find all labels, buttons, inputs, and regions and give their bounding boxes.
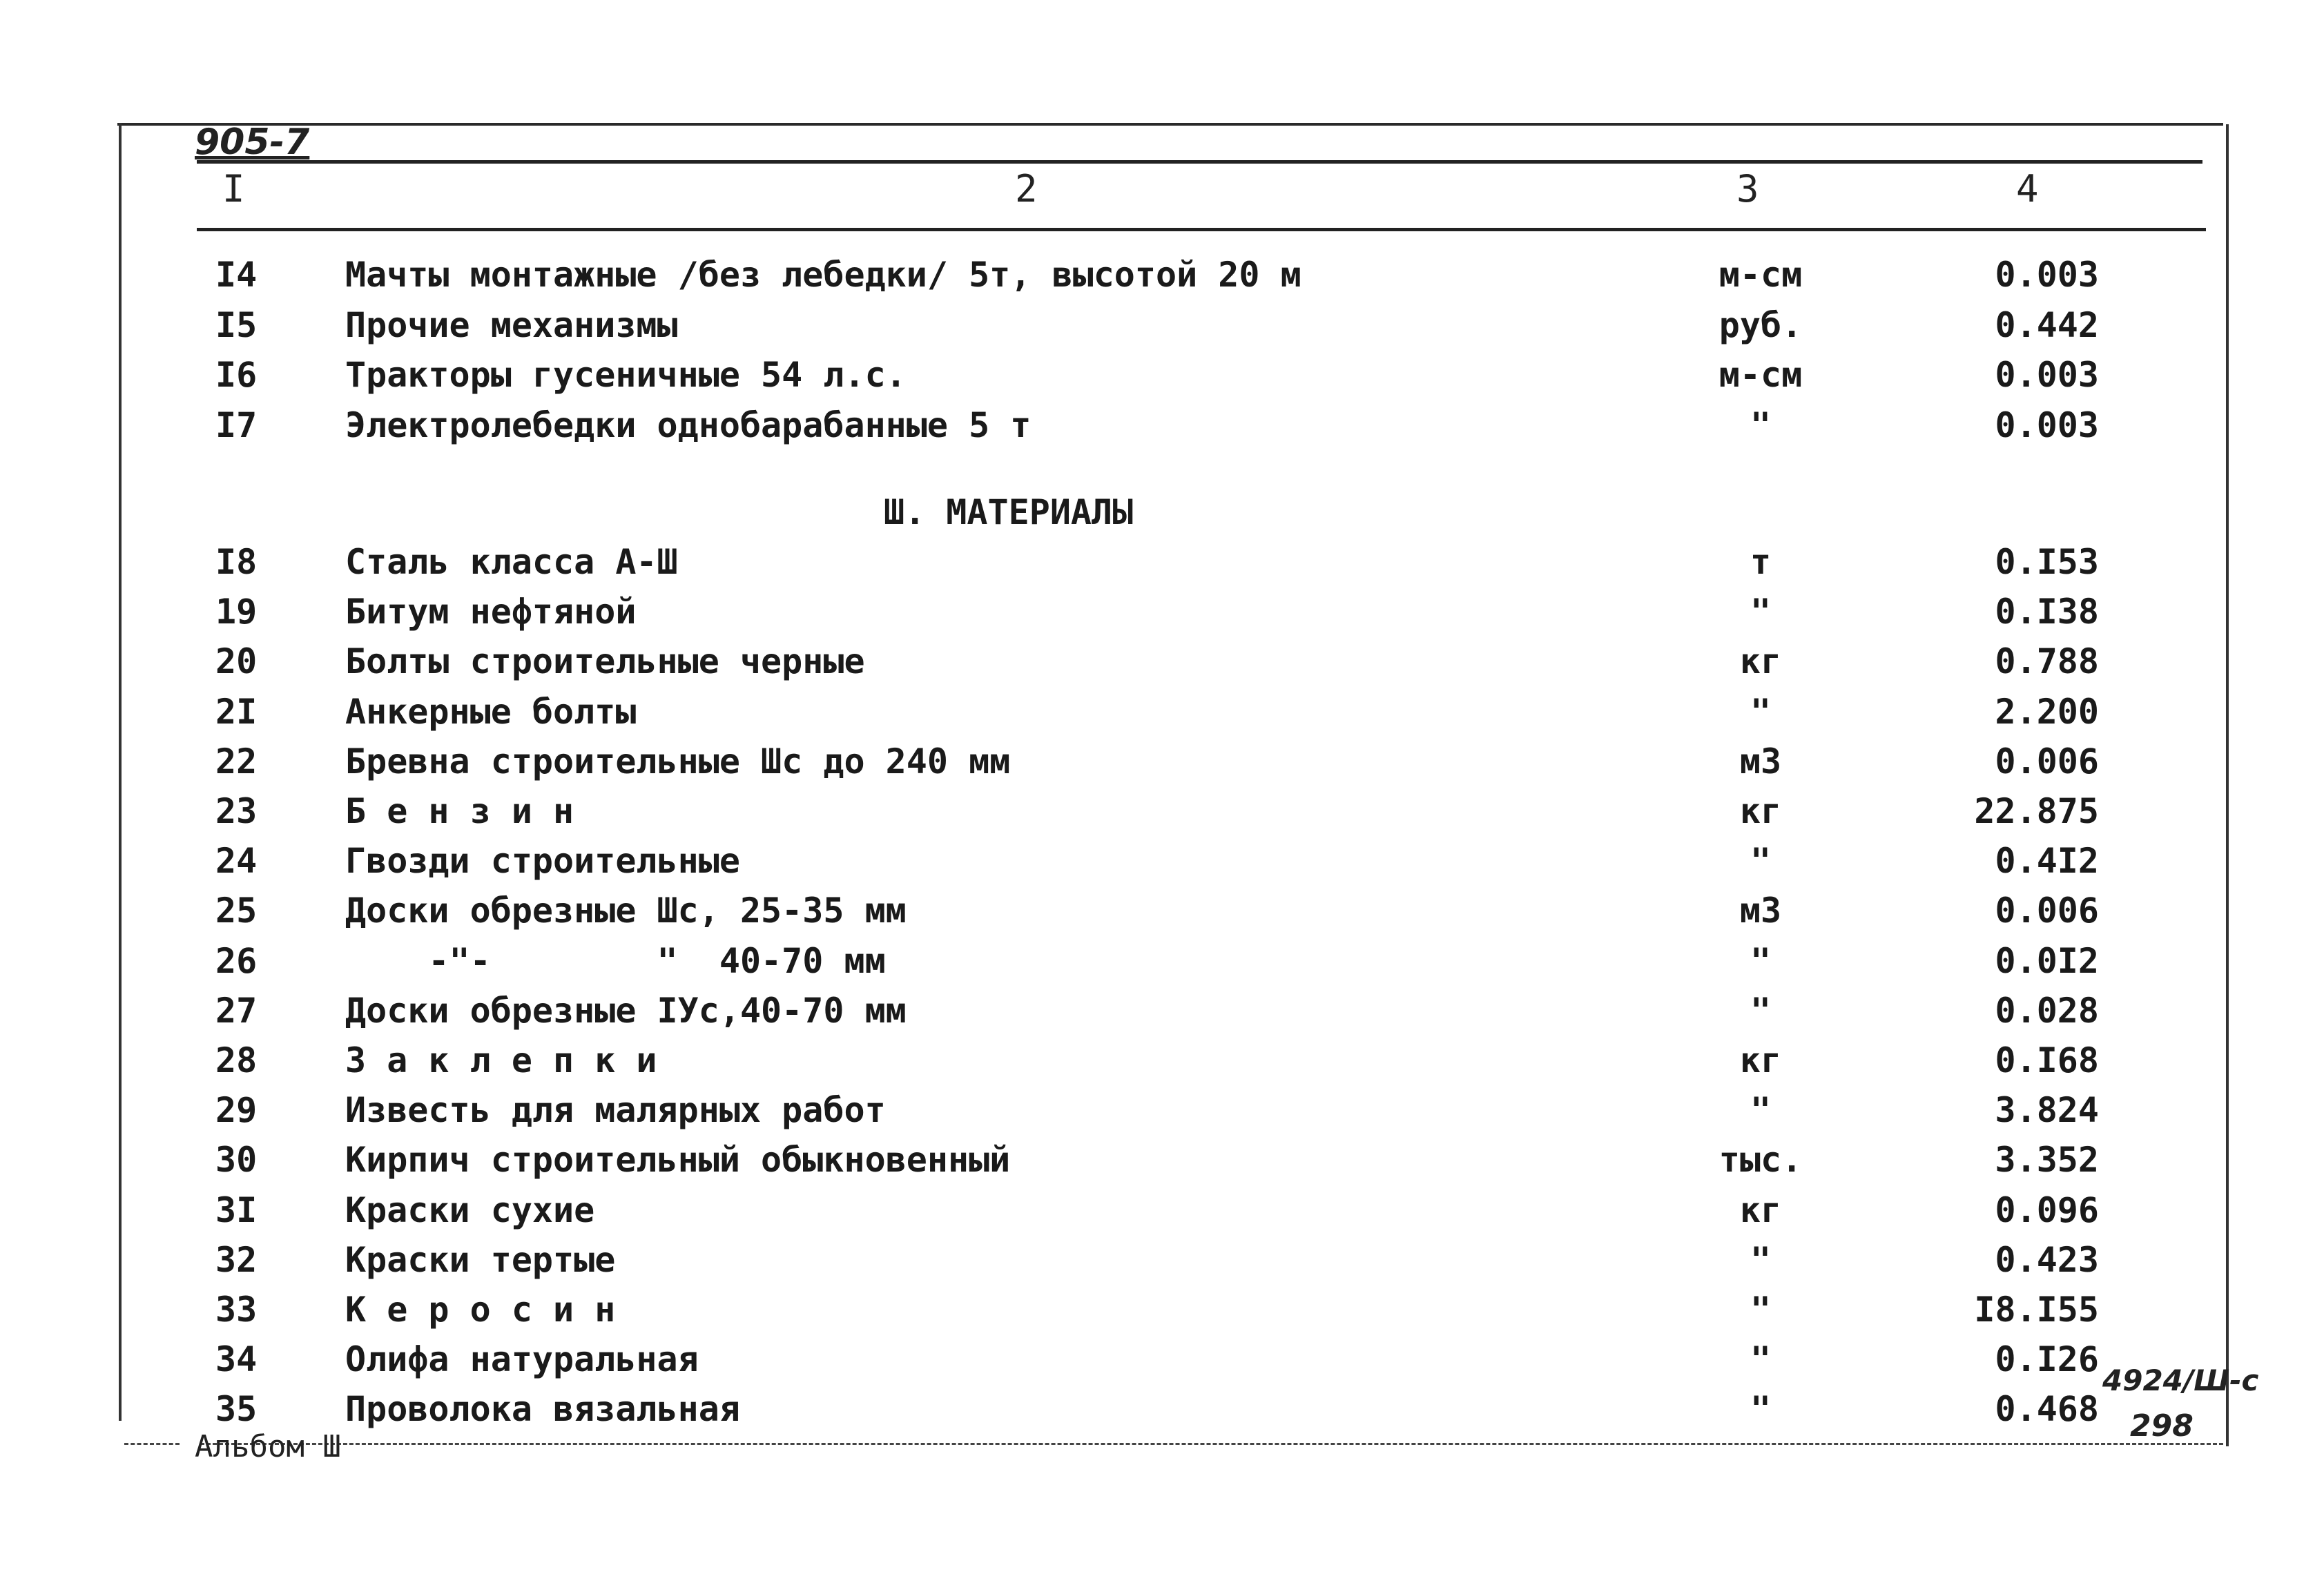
row-value: 0.028 bbox=[1995, 990, 2099, 1031]
row-value: 0.I38 bbox=[1995, 592, 2099, 632]
row-unit: " bbox=[1750, 1090, 1772, 1131]
header-rule-bottom bbox=[197, 228, 2206, 231]
row-number: 29 bbox=[215, 1090, 258, 1131]
row-number: 28 bbox=[215, 1040, 258, 1080]
page-number: 298 bbox=[2130, 1408, 2194, 1444]
frame-bottom-border bbox=[200, 1443, 2223, 1445]
frame-top-border bbox=[117, 123, 2223, 126]
table-row bbox=[0, 400, 2324, 450]
row-value: 0.423 bbox=[1995, 1239, 2099, 1280]
row-number: 24 bbox=[215, 841, 258, 882]
row-name: Гвозди строительные bbox=[345, 841, 740, 882]
row-name: Сталь класса А-Ш bbox=[345, 542, 678, 582]
header-rule-top bbox=[197, 160, 2202, 164]
row-number: 32 bbox=[215, 1239, 258, 1280]
row-name: К е р о с и н bbox=[345, 1290, 616, 1330]
row-value: 0.096 bbox=[1995, 1190, 2099, 1230]
row-name: Олифа натуральная bbox=[345, 1339, 699, 1380]
row-name: Краски тертые bbox=[345, 1239, 616, 1280]
row-name: Анкерные болты bbox=[345, 691, 637, 732]
row-unit: кг bbox=[1739, 1040, 1782, 1080]
row-value: 3.824 bbox=[1995, 1090, 2099, 1131]
row-value: 0.006 bbox=[1995, 741, 2099, 782]
row-name: Мачты монтажные /без лебедки/ 5т, высотой 20 м bbox=[345, 255, 1301, 295]
row-unit: кг bbox=[1739, 791, 1782, 831]
row-name: -"- " 40-70 мм bbox=[345, 940, 886, 981]
table-row bbox=[0, 936, 2324, 986]
row-value: 3.352 bbox=[1995, 1140, 2099, 1181]
row-number: I8 bbox=[215, 542, 258, 582]
row-name: Бревна строительные Шс до 240 мм bbox=[345, 741, 1011, 782]
row-unit: " bbox=[1750, 1339, 1772, 1380]
row-number: 34 bbox=[215, 1339, 258, 1380]
row-value: I8.I55 bbox=[1974, 1290, 2099, 1330]
row-unit: м3 bbox=[1739, 891, 1782, 931]
table-row bbox=[0, 587, 2324, 637]
row-name: З а к л е п к и bbox=[345, 1040, 657, 1080]
row-value: 0.I53 bbox=[1995, 542, 2099, 582]
table-row bbox=[0, 1384, 2324, 1434]
table-row bbox=[0, 836, 2324, 886]
table-row bbox=[0, 1334, 2324, 1384]
drawing-code: 4924/Ш-с bbox=[2102, 1363, 2259, 1397]
document-code: 905-7 bbox=[195, 122, 310, 163]
row-unit: м-см bbox=[1718, 255, 1803, 295]
row-value: 2.200 bbox=[1995, 691, 2099, 732]
row-unit: " bbox=[1750, 405, 1772, 445]
row-name: Известь для малярных работ bbox=[345, 1090, 886, 1131]
row-name: Доски обрезные IУс,40-70 мм bbox=[345, 990, 907, 1031]
row-number: I6 bbox=[215, 355, 258, 395]
table-row bbox=[0, 300, 2324, 350]
table-row bbox=[0, 786, 2324, 836]
row-unit: " bbox=[1750, 1389, 1772, 1430]
row-number: I7 bbox=[215, 405, 258, 445]
row-name: Битум нефтяной bbox=[345, 592, 637, 632]
row-value: 0.0I2 bbox=[1995, 940, 2099, 981]
row-unit: " bbox=[1750, 841, 1772, 882]
row-value: 0.006 bbox=[1995, 891, 2099, 931]
row-value: 0.I68 bbox=[1995, 1040, 2099, 1080]
row-number: 20 bbox=[215, 641, 258, 682]
column-header-2: 2 bbox=[1015, 167, 1038, 211]
row-value: 0.003 bbox=[1995, 255, 2099, 295]
album-label: Альбом Ш bbox=[195, 1429, 341, 1464]
row-number: 26 bbox=[215, 940, 258, 981]
row-value: 0.4I2 bbox=[1995, 841, 2099, 882]
table-row bbox=[0, 1235, 2324, 1285]
row-number: 22 bbox=[215, 741, 258, 782]
row-value: 0.442 bbox=[1995, 304, 2099, 345]
column-header-4: 4 bbox=[2016, 167, 2039, 211]
row-unit: руб. bbox=[1718, 304, 1803, 345]
row-number: 35 bbox=[215, 1389, 258, 1430]
row-value: 0.003 bbox=[1995, 405, 2099, 445]
table-row bbox=[0, 737, 2324, 786]
row-unit: " bbox=[1750, 1239, 1772, 1280]
row-value: 0.I26 bbox=[1995, 1339, 2099, 1380]
row-name: Электролебедки однобарабанные 5 т bbox=[345, 405, 1032, 445]
row-number: 23 bbox=[215, 791, 258, 831]
row-name: Доски обрезные Шс, 25-35 мм bbox=[345, 891, 907, 931]
row-name: Проволока вязальная bbox=[345, 1389, 740, 1430]
row-number: 25 bbox=[215, 891, 258, 931]
row-name: Краски сухие bbox=[345, 1190, 595, 1230]
row-name: Болты строительные черные bbox=[345, 641, 865, 682]
table-row bbox=[0, 637, 2324, 686]
column-header-1: I bbox=[222, 167, 245, 211]
row-name: Тракторы гусеничные 54 л.с. bbox=[345, 355, 907, 395]
table-row bbox=[0, 537, 2324, 587]
row-number: 30 bbox=[215, 1140, 258, 1181]
row-unit: " bbox=[1750, 691, 1772, 732]
row-number: 33 bbox=[215, 1290, 258, 1330]
row-unit: м3 bbox=[1739, 741, 1782, 782]
row-value: 22.875 bbox=[1974, 791, 2099, 831]
row-value: 0.468 bbox=[1995, 1389, 2099, 1430]
table-row bbox=[0, 1036, 2324, 1085]
table-row bbox=[0, 1085, 2324, 1135]
row-name: Прочие механизмы bbox=[345, 304, 678, 345]
table-row bbox=[0, 886, 2324, 935]
row-unit: м-см bbox=[1718, 355, 1803, 395]
table-row bbox=[0, 1135, 2324, 1185]
row-unit: " bbox=[1750, 592, 1772, 632]
row-value: 0.003 bbox=[1995, 355, 2099, 395]
row-unit: " bbox=[1750, 990, 1772, 1031]
row-number: I5 bbox=[215, 304, 258, 345]
section-title: Ш. МАТЕРИАЛЫ bbox=[884, 492, 1134, 532]
row-number: 19 bbox=[215, 592, 258, 632]
row-unit: " bbox=[1750, 1290, 1772, 1330]
row-number: 3I bbox=[215, 1190, 258, 1230]
table-row bbox=[0, 250, 2324, 300]
row-unit: кг bbox=[1739, 641, 1782, 682]
row-unit: тыс. bbox=[1718, 1140, 1803, 1181]
row-number: 2I bbox=[215, 691, 258, 732]
table-row bbox=[0, 986, 2324, 1036]
row-unit: " bbox=[1750, 940, 1772, 981]
row-number: 27 bbox=[215, 990, 258, 1031]
row-name: Б е н з и н bbox=[345, 791, 574, 831]
frame-bottom-border-left bbox=[124, 1443, 180, 1445]
row-unit: т bbox=[1750, 542, 1772, 582]
table-row bbox=[0, 1285, 2324, 1334]
table-row bbox=[0, 350, 2324, 400]
table-row bbox=[0, 1185, 2324, 1235]
column-header-3: 3 bbox=[1736, 167, 1759, 211]
row-number: I4 bbox=[215, 255, 258, 295]
table-row bbox=[0, 687, 2324, 737]
row-value: 0.788 bbox=[1995, 641, 2099, 682]
row-name: Кирпич строительный обыкновенный bbox=[345, 1140, 1011, 1181]
row-unit: кг bbox=[1739, 1190, 1782, 1230]
